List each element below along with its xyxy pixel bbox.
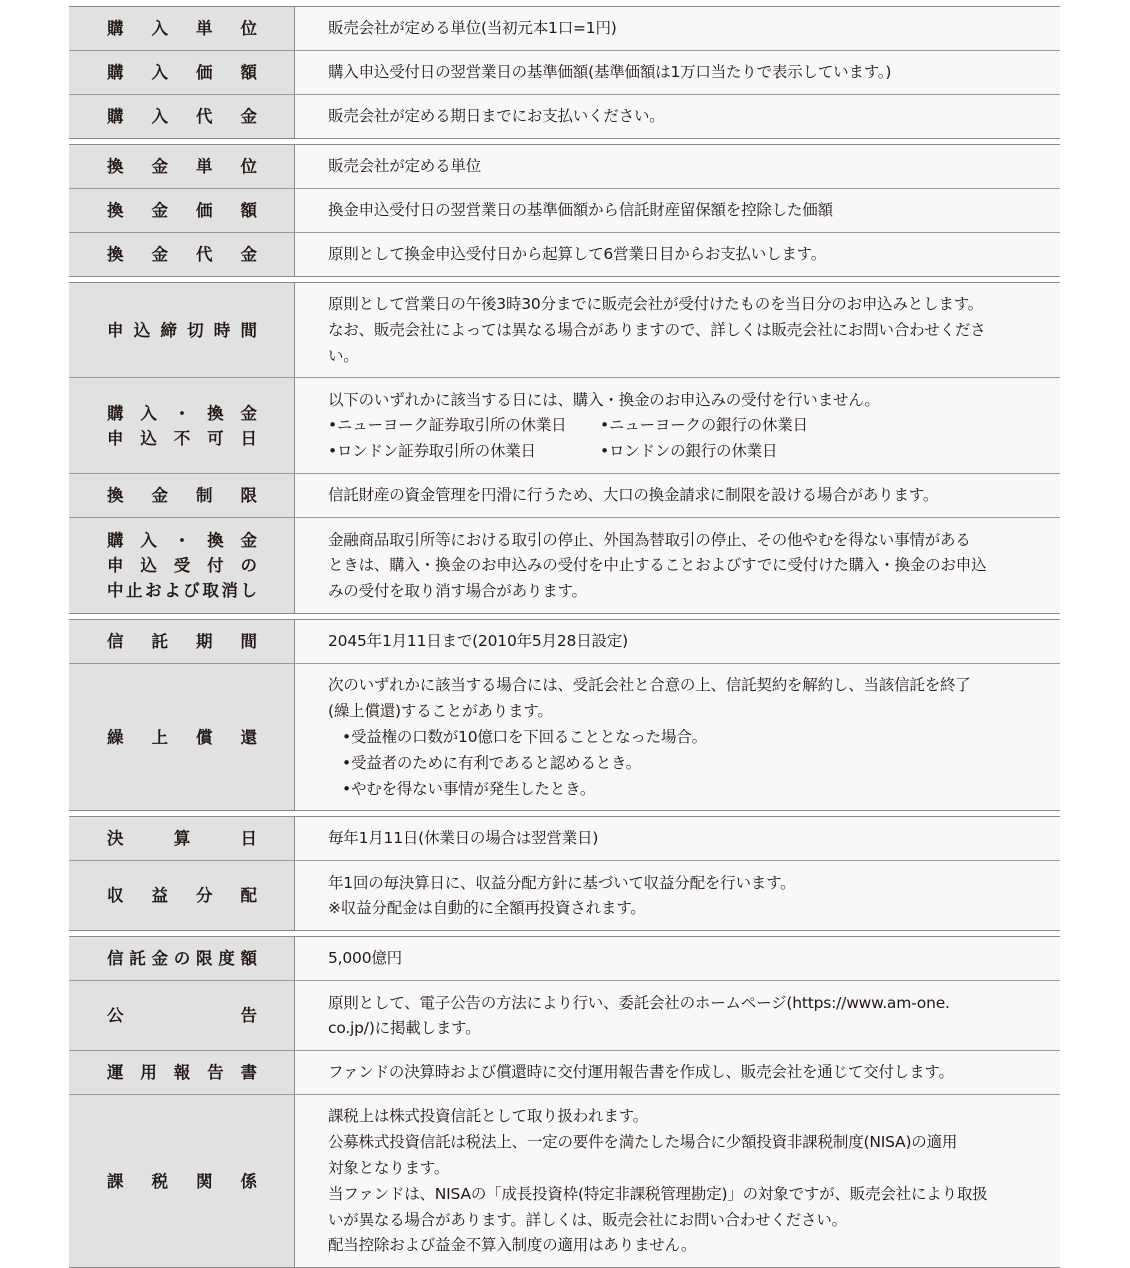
label-char: 日 <box>240 428 257 448</box>
label-char: 託 <box>151 632 168 652</box>
table-row <box>69 663 1060 810</box>
table-section <box>69 282 1060 614</box>
bullet-columns <box>328 439 1034 465</box>
label-char: 換 <box>207 403 224 423</box>
table-row <box>69 980 1060 1050</box>
row-label-line <box>107 553 257 578</box>
label-char: 金 <box>240 245 257 264</box>
label-char: び <box>183 581 200 601</box>
row-label <box>69 378 295 473</box>
bullet-item: •やむを得ない事情が発生したとき。 <box>342 779 596 798</box>
row-label-line <box>107 60 257 85</box>
row-label-line <box>107 483 257 508</box>
label-char: 時 <box>213 320 231 340</box>
value-line: 信託財産の資金管理を円滑に行うため、大口の換金請求に制限を設ける場合があります。 <box>328 486 939 505</box>
row-value <box>295 620 1060 663</box>
label-char: 付 <box>207 556 224 576</box>
value-line: ときは、購入・換金のお申込みの受付を中止することおよびすでに受付けた購入・換金のお申込 <box>328 556 987 575</box>
label-char: 金 <box>240 531 257 551</box>
value-line: 配当控除および益金不算入制度の適用はありません。 <box>328 1236 697 1255</box>
label-char: 換 <box>107 486 124 506</box>
row-value <box>295 981 1060 1050</box>
value-line: 購入申込受付日の翌営業日の基準価額(基準価額は1万口当たりで表示しています。) <box>328 63 892 82</box>
label-char: 価 <box>196 63 213 82</box>
label-char: 購 <box>107 63 124 82</box>
label-char: 金 <box>151 245 168 264</box>
label-char: 切 <box>187 320 204 340</box>
label-char: 換 <box>207 531 224 551</box>
value-line: なお、販売会社によっては異なる場合がありますので、詳しくは販売会社にお問い合わせくださ <box>328 320 986 339</box>
row-label <box>69 664 295 810</box>
label-char: 告 <box>207 1063 224 1083</box>
row-label <box>69 189 295 232</box>
label-char: 入 <box>140 403 157 423</box>
table-row <box>69 860 1060 930</box>
row-value <box>295 145 1060 188</box>
label-char: よ <box>164 581 181 601</box>
label-char: 受 <box>173 556 191 576</box>
value-line: みの受付を取り消す場合があります。 <box>328 582 587 601</box>
value-line: 販売会社が定める期日までにお支払いください。 <box>328 107 665 126</box>
label-char: 上 <box>151 727 168 747</box>
label-char: 信 <box>107 632 124 652</box>
row-label-line <box>107 401 257 426</box>
value-line: 対象となります。 <box>328 1158 450 1177</box>
label-char: 換 <box>107 157 124 176</box>
table-row <box>69 283 1060 377</box>
label-char: 申 <box>107 320 124 340</box>
table-row <box>69 1050 1060 1094</box>
row-label-line <box>107 154 257 179</box>
bullet-item: •ロンドン証券取引所の休業日 <box>328 442 536 461</box>
table-row <box>69 937 1060 980</box>
table-row <box>69 517 1060 613</box>
label-char: 報 <box>173 1063 191 1083</box>
row-label-line <box>107 578 257 603</box>
table-row <box>69 188 1060 232</box>
row-value <box>295 189 1060 232</box>
row-label-line <box>107 426 257 451</box>
label-char: 換 <box>107 245 124 264</box>
label-char: 入 <box>140 531 157 551</box>
value-line: 原則として、電子公告の方法により行い、委託会社のホームページ(https://www.am-one. <box>328 993 950 1012</box>
label-char: 消 <box>221 581 238 601</box>
label-char: 代 <box>196 107 213 126</box>
value-line: (繰上償還)することがあります。 <box>328 702 553 721</box>
label-char: 金 <box>151 201 168 220</box>
value-line: 以下のいずれかに該当する日には、購入・換金のお申込みの受付を行いません。 <box>328 390 880 409</box>
row-value <box>295 283 1060 377</box>
label-char: 取 <box>202 581 219 601</box>
bullet-item: •ニューヨークの銀行の休業日 <box>600 416 808 435</box>
label-char: 不 <box>173 428 191 448</box>
row-label <box>69 1051 295 1094</box>
label-char: 購 <box>107 19 124 38</box>
label-char: 額 <box>240 63 257 82</box>
label-char: 限 <box>240 486 257 506</box>
table-row <box>69 473 1060 517</box>
row-value <box>295 1095 1060 1267</box>
row-label-line <box>107 946 257 971</box>
label-char: 配 <box>240 886 257 906</box>
row-label-line <box>107 318 257 343</box>
row-label <box>69 981 295 1050</box>
bullet-columns <box>328 413 1034 439</box>
value-line: 販売会社が定める単位(当初元本1口=1円) <box>328 19 617 38</box>
row-label-line <box>107 16 257 41</box>
value-line: co.jp/)に掲載します。 <box>328 1019 481 1038</box>
table-row <box>69 1094 1060 1267</box>
row-label-line <box>107 242 257 267</box>
label-char: の <box>240 556 257 576</box>
value-line: い。 <box>328 346 359 365</box>
row-label-line <box>107 725 257 750</box>
row-label <box>69 233 295 276</box>
label-char: 中 <box>107 581 124 601</box>
table-section <box>69 6 1060 139</box>
label-char: 入 <box>151 107 168 126</box>
label-char: 申 <box>107 556 124 576</box>
label-char: 入 <box>151 19 168 38</box>
row-value <box>295 7 1060 50</box>
row-value <box>295 664 1060 810</box>
row-label <box>69 145 295 188</box>
row-label <box>69 283 295 377</box>
table-row <box>69 232 1060 276</box>
label-char: 償 <box>196 727 213 747</box>
row-label <box>69 817 295 860</box>
table-section <box>69 936 1060 1268</box>
label-char: 申 <box>107 428 124 448</box>
row-value <box>295 1051 1060 1094</box>
label-char: 関 <box>196 1171 213 1191</box>
label-char: 金 <box>151 157 168 176</box>
label-char: 額 <box>240 201 257 220</box>
row-label-line <box>107 629 257 654</box>
label-char: 分 <box>196 886 213 906</box>
label-char: 込 <box>140 428 157 448</box>
label-char: 金 <box>240 107 257 126</box>
value-line: 年1回の毎決算日に、収益分配方針に基づいて収益分配を行います。 <box>328 873 796 892</box>
value-line: 課税上は株式投資信託として取り扱われます。 <box>328 1107 649 1126</box>
row-value <box>295 233 1060 276</box>
value-line: ※収益分配金は自動的に全額再投資されます。 <box>328 899 646 918</box>
row-label-line <box>107 1003 257 1028</box>
label-char: 託 <box>129 949 146 969</box>
label-char: 信 <box>107 949 124 969</box>
label-char: し <box>240 581 257 601</box>
row-label <box>69 861 295 930</box>
row-label <box>69 95 295 138</box>
label-char: 収 <box>107 886 124 906</box>
label-char: 書 <box>240 1063 257 1083</box>
label-char: 決 <box>107 829 124 849</box>
row-label-line <box>107 1169 257 1194</box>
row-value <box>295 51 1060 94</box>
table-row <box>69 94 1060 138</box>
label-char: お <box>145 581 162 601</box>
bullet-item: •受益権の口数が10億口を下回ることとなった場合。 <box>342 727 707 746</box>
label-char: 換 <box>107 201 124 220</box>
value-line: ファンドの決算時および償還時に交付運用報告書を作成し、販売会社を通じて交付します。 <box>328 1063 954 1082</box>
label-char: 度 <box>218 949 235 969</box>
row-label-line <box>107 528 257 553</box>
value-line: 換金申込受付日の翌営業日の基準価額から信託財産留保額を控除した価額 <box>328 201 833 220</box>
label-char: 購 <box>107 107 124 126</box>
row-label <box>69 620 295 663</box>
table-section <box>69 144 1060 277</box>
value-line: 販売会社が定める単位 <box>328 157 482 176</box>
label-char: 止 <box>126 581 143 601</box>
label-char: 制 <box>196 486 213 506</box>
row-label-line <box>107 826 257 851</box>
table-section <box>69 816 1060 931</box>
label-char: 用 <box>140 1063 157 1083</box>
label-char: 単 <box>196 19 213 38</box>
value-line: 2045年1月11日まで(2010年5月28日設定) <box>328 632 628 651</box>
value-line: 原則として営業日の午後3時30分までに販売会社が受付けたものを当日分のお申込みとします。 <box>328 295 984 313</box>
label-char: 限 <box>196 949 213 969</box>
row-value <box>295 861 1060 930</box>
label-char: 入 <box>151 63 168 82</box>
label-char: の <box>173 949 191 969</box>
row-label <box>69 937 295 980</box>
label-char: 位 <box>240 157 257 176</box>
table-row <box>69 145 1060 188</box>
row-label-line <box>107 1060 257 1085</box>
label-char: 込 <box>133 320 151 340</box>
table-row <box>69 50 1060 94</box>
table-row <box>69 817 1060 860</box>
label-char: ・ <box>173 531 191 551</box>
row-label-line <box>107 198 257 223</box>
value-line: いが異なる場合があります。詳しくは、販売会社にお問い合わせください。 <box>328 1210 847 1229</box>
label-char: 金 <box>151 949 168 969</box>
value-line: 当ファンドは、NISAの「成長投資枠(特定非課税管理勘定)」の対象ですが、販売会社により取扱 <box>328 1184 988 1203</box>
row-value <box>295 95 1060 138</box>
row-label <box>69 518 295 613</box>
row-value <box>295 937 1060 980</box>
fund-terms-table <box>69 6 1060 1268</box>
label-char: ・ <box>173 403 191 423</box>
value-line: 原則として換金申込受付日から起算して6営業日目からお支払いします。 <box>328 245 827 264</box>
label-char: 購 <box>107 531 124 551</box>
value-line: 公募株式投資信託は税法上、一定の要件を満たした場合に少額投資非課税制度(NISA)の適用 <box>328 1133 958 1152</box>
row-label-line <box>107 104 257 129</box>
label-char: 単 <box>196 157 213 176</box>
label-char: 還 <box>240 727 257 747</box>
label-char: 運 <box>107 1063 124 1083</box>
table-row <box>69 620 1060 663</box>
row-value <box>295 474 1060 517</box>
label-char: 価 <box>196 201 213 220</box>
label-char: 税 <box>151 1171 168 1191</box>
label-char: 繰 <box>107 727 124 747</box>
label-char: 位 <box>240 19 257 38</box>
label-char: 公 <box>107 1006 124 1026</box>
value-line: 5,000億円 <box>328 949 402 968</box>
row-label-line <box>107 883 257 908</box>
row-value <box>295 817 1060 860</box>
table-section <box>69 619 1060 811</box>
row-value <box>295 378 1060 473</box>
value-line: 次のいずれかに該当する場合には、受託会社と合意の上、信託契約を解約し、当該信託を終了 <box>328 676 971 695</box>
label-char: 締 <box>160 320 177 340</box>
label-char: 係 <box>240 1171 257 1191</box>
label-char: 金 <box>240 403 257 423</box>
row-label <box>69 7 295 50</box>
label-char: 日 <box>240 829 257 849</box>
label-char: 課 <box>107 1171 124 1191</box>
label-char: 算 <box>173 829 191 849</box>
label-char: 可 <box>207 428 224 448</box>
label-char: 期 <box>196 632 213 652</box>
label-char: 額 <box>240 949 257 969</box>
label-char: 益 <box>151 886 168 906</box>
bullet-item: •受益者のために有利であると認めるとき。 <box>342 753 642 772</box>
label-char: 間 <box>240 632 257 652</box>
table-row <box>69 7 1060 50</box>
label-char: 告 <box>240 1006 257 1026</box>
row-value <box>295 518 1060 613</box>
bullet-item: •ロンドンの銀行の休業日 <box>600 442 778 461</box>
row-label <box>69 474 295 517</box>
label-char: 金 <box>151 486 168 506</box>
row-label <box>69 51 295 94</box>
bullet-item: •ニューヨーク証券取引所の休業日 <box>328 416 567 435</box>
value-line: 毎年1月11日(休業日の場合は翌営業日) <box>328 829 599 848</box>
label-char: 購 <box>107 403 124 423</box>
row-label <box>69 1095 295 1267</box>
value-line: 金融商品取引所等における取引の停止、外国為替取引の停止、その他やむを得ない事情がある <box>328 530 971 549</box>
label-char: 込 <box>140 556 157 576</box>
label-char: 間 <box>240 320 257 340</box>
table-row <box>69 377 1060 473</box>
label-char: 代 <box>196 245 213 264</box>
